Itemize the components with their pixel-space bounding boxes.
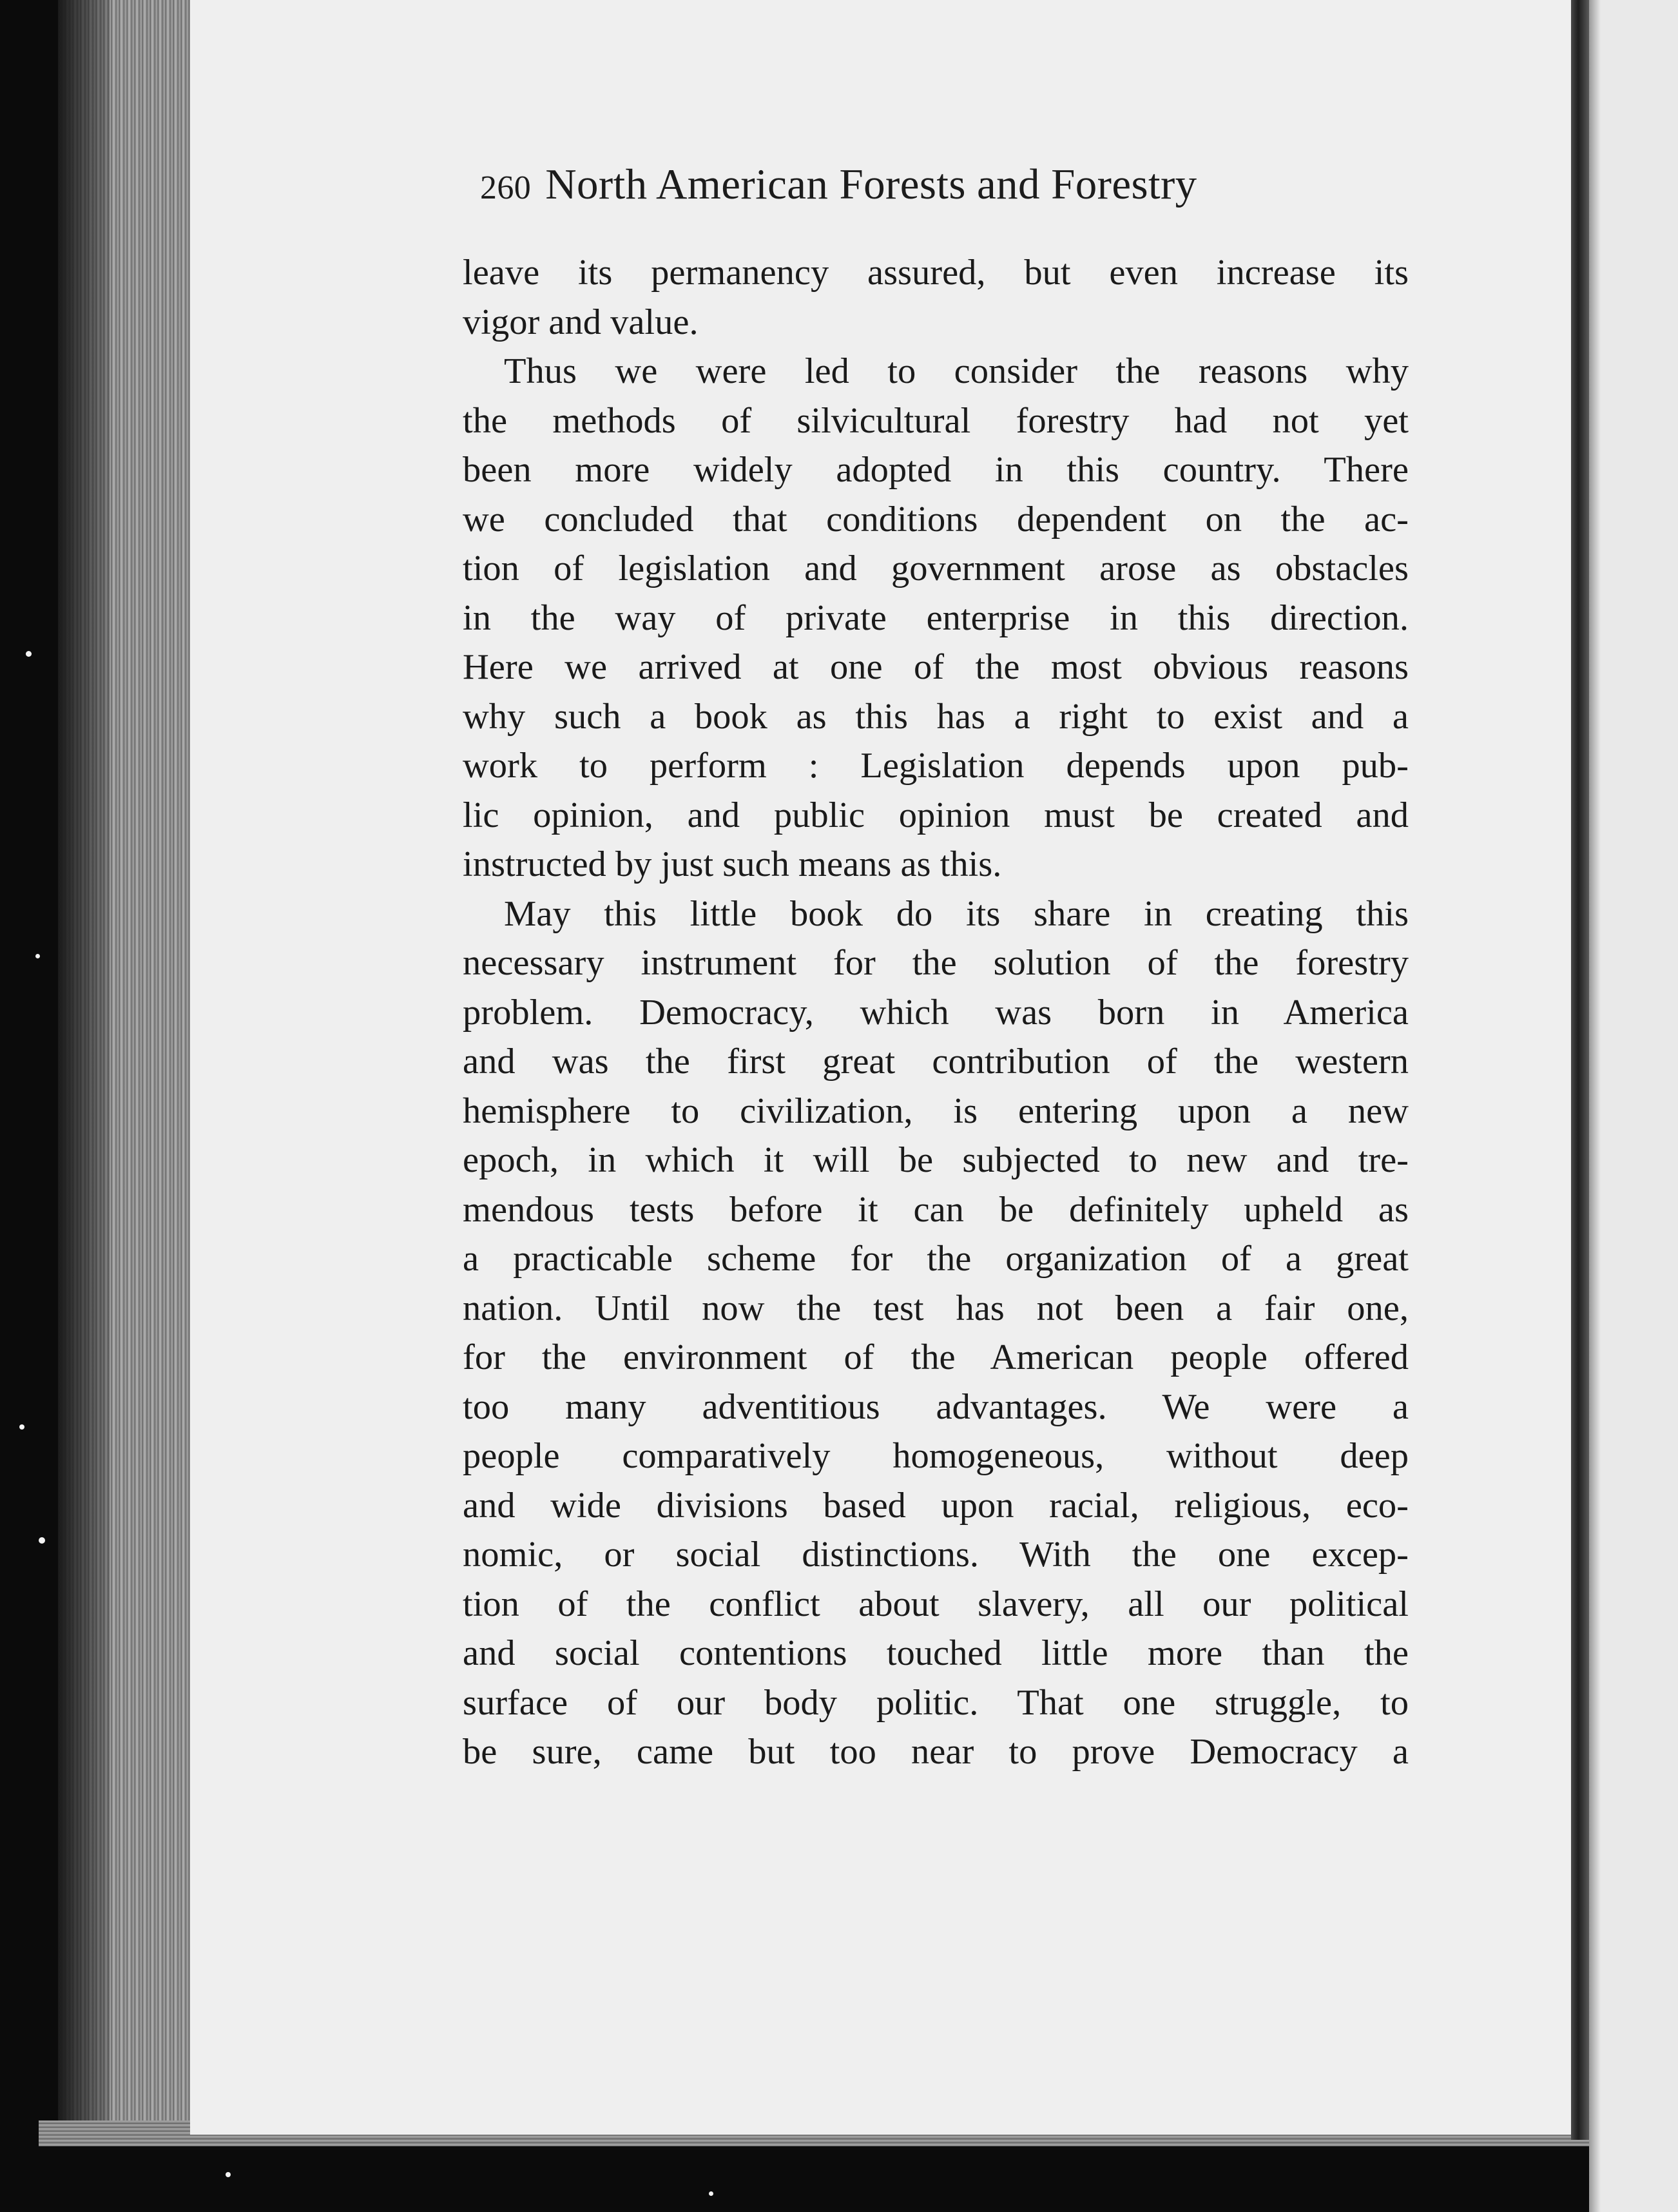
body-text xyxy=(463,248,1409,1777)
text-line: and social contentions touched little more than the xyxy=(463,1633,1409,1673)
text-line: nation. Until now the test has not been a fair one, xyxy=(463,1288,1409,1328)
dust-speck xyxy=(39,1537,45,1544)
text-line: been more widely adopted in this country. There xyxy=(463,450,1409,490)
fore-edge-shadow xyxy=(58,0,110,2127)
text-line: tion of the conflict about slavery, all our political xyxy=(463,1584,1409,1624)
opposite-page-edge xyxy=(1589,0,1678,2212)
page-number: 260 xyxy=(480,170,532,206)
text-line: the methods of silvicultural forestry had not yet xyxy=(463,400,1409,441)
text-line: and wide divisions based upon racial, religious, eco- xyxy=(463,1485,1409,1526)
text-line: people comparatively homogeneous, without deep xyxy=(463,1436,1409,1476)
text-line: surface of our body politic. That one struggle, to xyxy=(463,1682,1409,1723)
text-line: we concluded that conditions dependent on the ac- xyxy=(463,499,1409,539)
text-line: too many adventitious advantages. We were a xyxy=(463,1386,1409,1427)
text-line: work to perform : Legislation depends upon pub- xyxy=(463,746,1409,786)
text-line: tion of legislation and government arose as obstacles xyxy=(463,548,1409,588)
text-line: necessary instrument for the solution of the forestry xyxy=(463,943,1409,983)
text-line: mendous tests before it can be definitely upheld as xyxy=(463,1189,1409,1230)
dust-speck xyxy=(709,2191,713,2196)
text-line: a practicable scheme for the organization of a great xyxy=(463,1239,1409,1279)
running-title: North American Forests and Forestry xyxy=(545,160,1197,208)
text-line: leave its permanency assured, but even increase its xyxy=(463,253,1409,293)
text-line: nomic, or social distinctions. With the one excep- xyxy=(463,1535,1409,1575)
binding-gutter xyxy=(1571,0,1589,2140)
text-line: epoch, in which it will be subjected to new and tre- xyxy=(463,1140,1409,1180)
text-line: in the way of private enterprise in this direction. xyxy=(463,597,1409,638)
text-line: be sure, came but too near to prove Democracy a xyxy=(463,1732,1409,1772)
text-line: and was the first great contribution of the western xyxy=(463,1042,1409,1082)
dust-speck xyxy=(26,651,32,657)
text-line: May this little book do its share in creating this xyxy=(504,893,1409,934)
text-line: lic opinion, and public opinion must be created and xyxy=(463,795,1409,835)
text-line: vigor and value. xyxy=(463,302,699,342)
text-line: for the environment of the American people offered xyxy=(463,1337,1409,1377)
text-line: why such a book as this has a right to exist and a xyxy=(463,696,1409,737)
text-line: instructed by just such means as this. xyxy=(463,844,1002,884)
dust-speck xyxy=(19,1424,24,1430)
text-line: problem. Democracy, which was born in America xyxy=(463,992,1409,1033)
text-line: Thus we were led to consider the reasons why xyxy=(504,351,1409,391)
opposite-page-shadow xyxy=(1589,0,1601,2212)
text-line: hemisphere to civilization, is entering upon a new xyxy=(463,1091,1409,1131)
text-line: Here we arrived at one of the most obvious reasons xyxy=(463,647,1409,687)
dust-speck xyxy=(226,2172,231,2177)
dust-speck xyxy=(35,954,40,958)
running-head xyxy=(480,160,1376,209)
